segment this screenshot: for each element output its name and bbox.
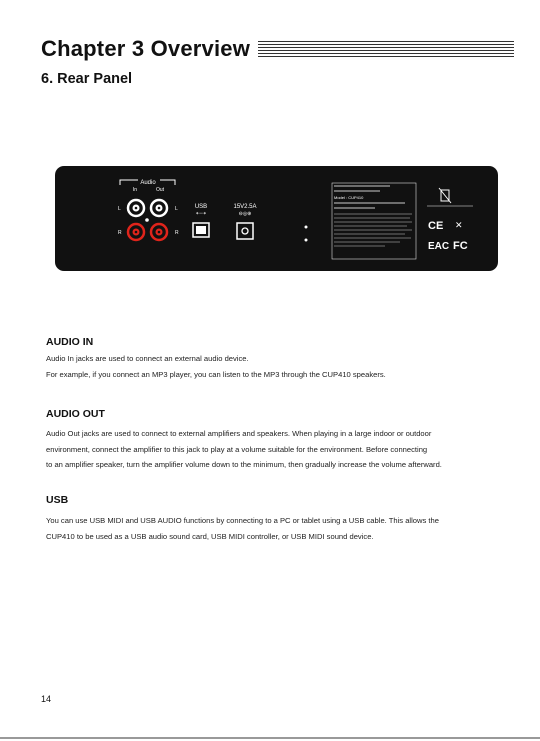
recycle-bin-icon: ✕	[455, 220, 463, 230]
in-label: In	[132, 187, 138, 193]
chapter-title: Chapter 3 Overview	[41, 36, 251, 61]
power-jack-icon	[237, 223, 253, 239]
usb-line: You can use USB MIDI and USB AUDIO functions by connecting to a PC or tablet using a USB cable. This allows the	[46, 516, 439, 525]
audio-out-left-jack	[151, 200, 167, 216]
usb-text	[46, 513, 526, 544]
right-marker: R	[175, 230, 179, 236]
audio-out-heading: AUDIO OUT	[46, 408, 105, 420]
audio-in-line: Audio In jacks are used to connect an external audio device.	[46, 354, 249, 363]
title-rule-lines	[258, 41, 514, 59]
rear-panel-image	[55, 166, 498, 271]
audio-in-left-jack	[128, 200, 144, 216]
audio-in-line: For example, if you connect an MP3 player, you can listen to the MP3 through the CUP410 speakers.	[46, 369, 386, 379]
usb-heading: USB	[46, 494, 69, 506]
left-marker: L	[175, 206, 178, 212]
usb-line: CUP410 to be used as a USB audio sound card, USB MIDI controller, or USB MIDI sound device.	[46, 531, 374, 541]
audio-in-heading: AUDIO IN	[46, 336, 94, 348]
model-line: Model : CUP410	[334, 195, 364, 200]
rear-panel-drawing	[55, 166, 498, 271]
ce-mark-icon: CE	[428, 220, 444, 232]
audio-out-line: Audio Out jacks are used to connect to external amplifiers and speakers. When playing in a large indoor or outdoor	[46, 429, 432, 438]
weee-icon	[439, 188, 451, 203]
fcc-mark-icon: FC	[453, 240, 468, 252]
spec-label-plate	[332, 183, 416, 259]
eac-mark-icon: EAC	[428, 241, 450, 252]
right-marker: R	[118, 230, 122, 236]
left-marker: L	[118, 206, 121, 212]
usb-label: USB	[194, 204, 208, 210]
audio-out-line: environment, connect the amplifier to this jack to play at a volume suitable for the environment. Before connecting	[46, 444, 428, 454]
usb-port-icon	[193, 223, 209, 237]
audio-out-right-jack	[151, 224, 167, 240]
audio-in-text	[46, 351, 526, 382]
usb-symbol-icon: ⇠⇢	[195, 211, 207, 217]
audio-out-text	[46, 426, 526, 473]
polarity-icon: ⊖◎⊕	[238, 211, 252, 217]
page-number: 14	[41, 694, 52, 704]
out-label: Out	[155, 187, 165, 193]
power-label: 15V2.5A	[233, 204, 257, 210]
audio-out-line: to an amplifier speaker, turn the amplifier volume down to the minimum, then gradually increase the volume afterward.	[46, 460, 442, 469]
footer-divider	[0, 737, 540, 739]
audio-in-right-jack	[128, 224, 144, 240]
section-title: 6. Rear Panel	[41, 71, 133, 87]
audio-label: Audio	[140, 180, 156, 186]
